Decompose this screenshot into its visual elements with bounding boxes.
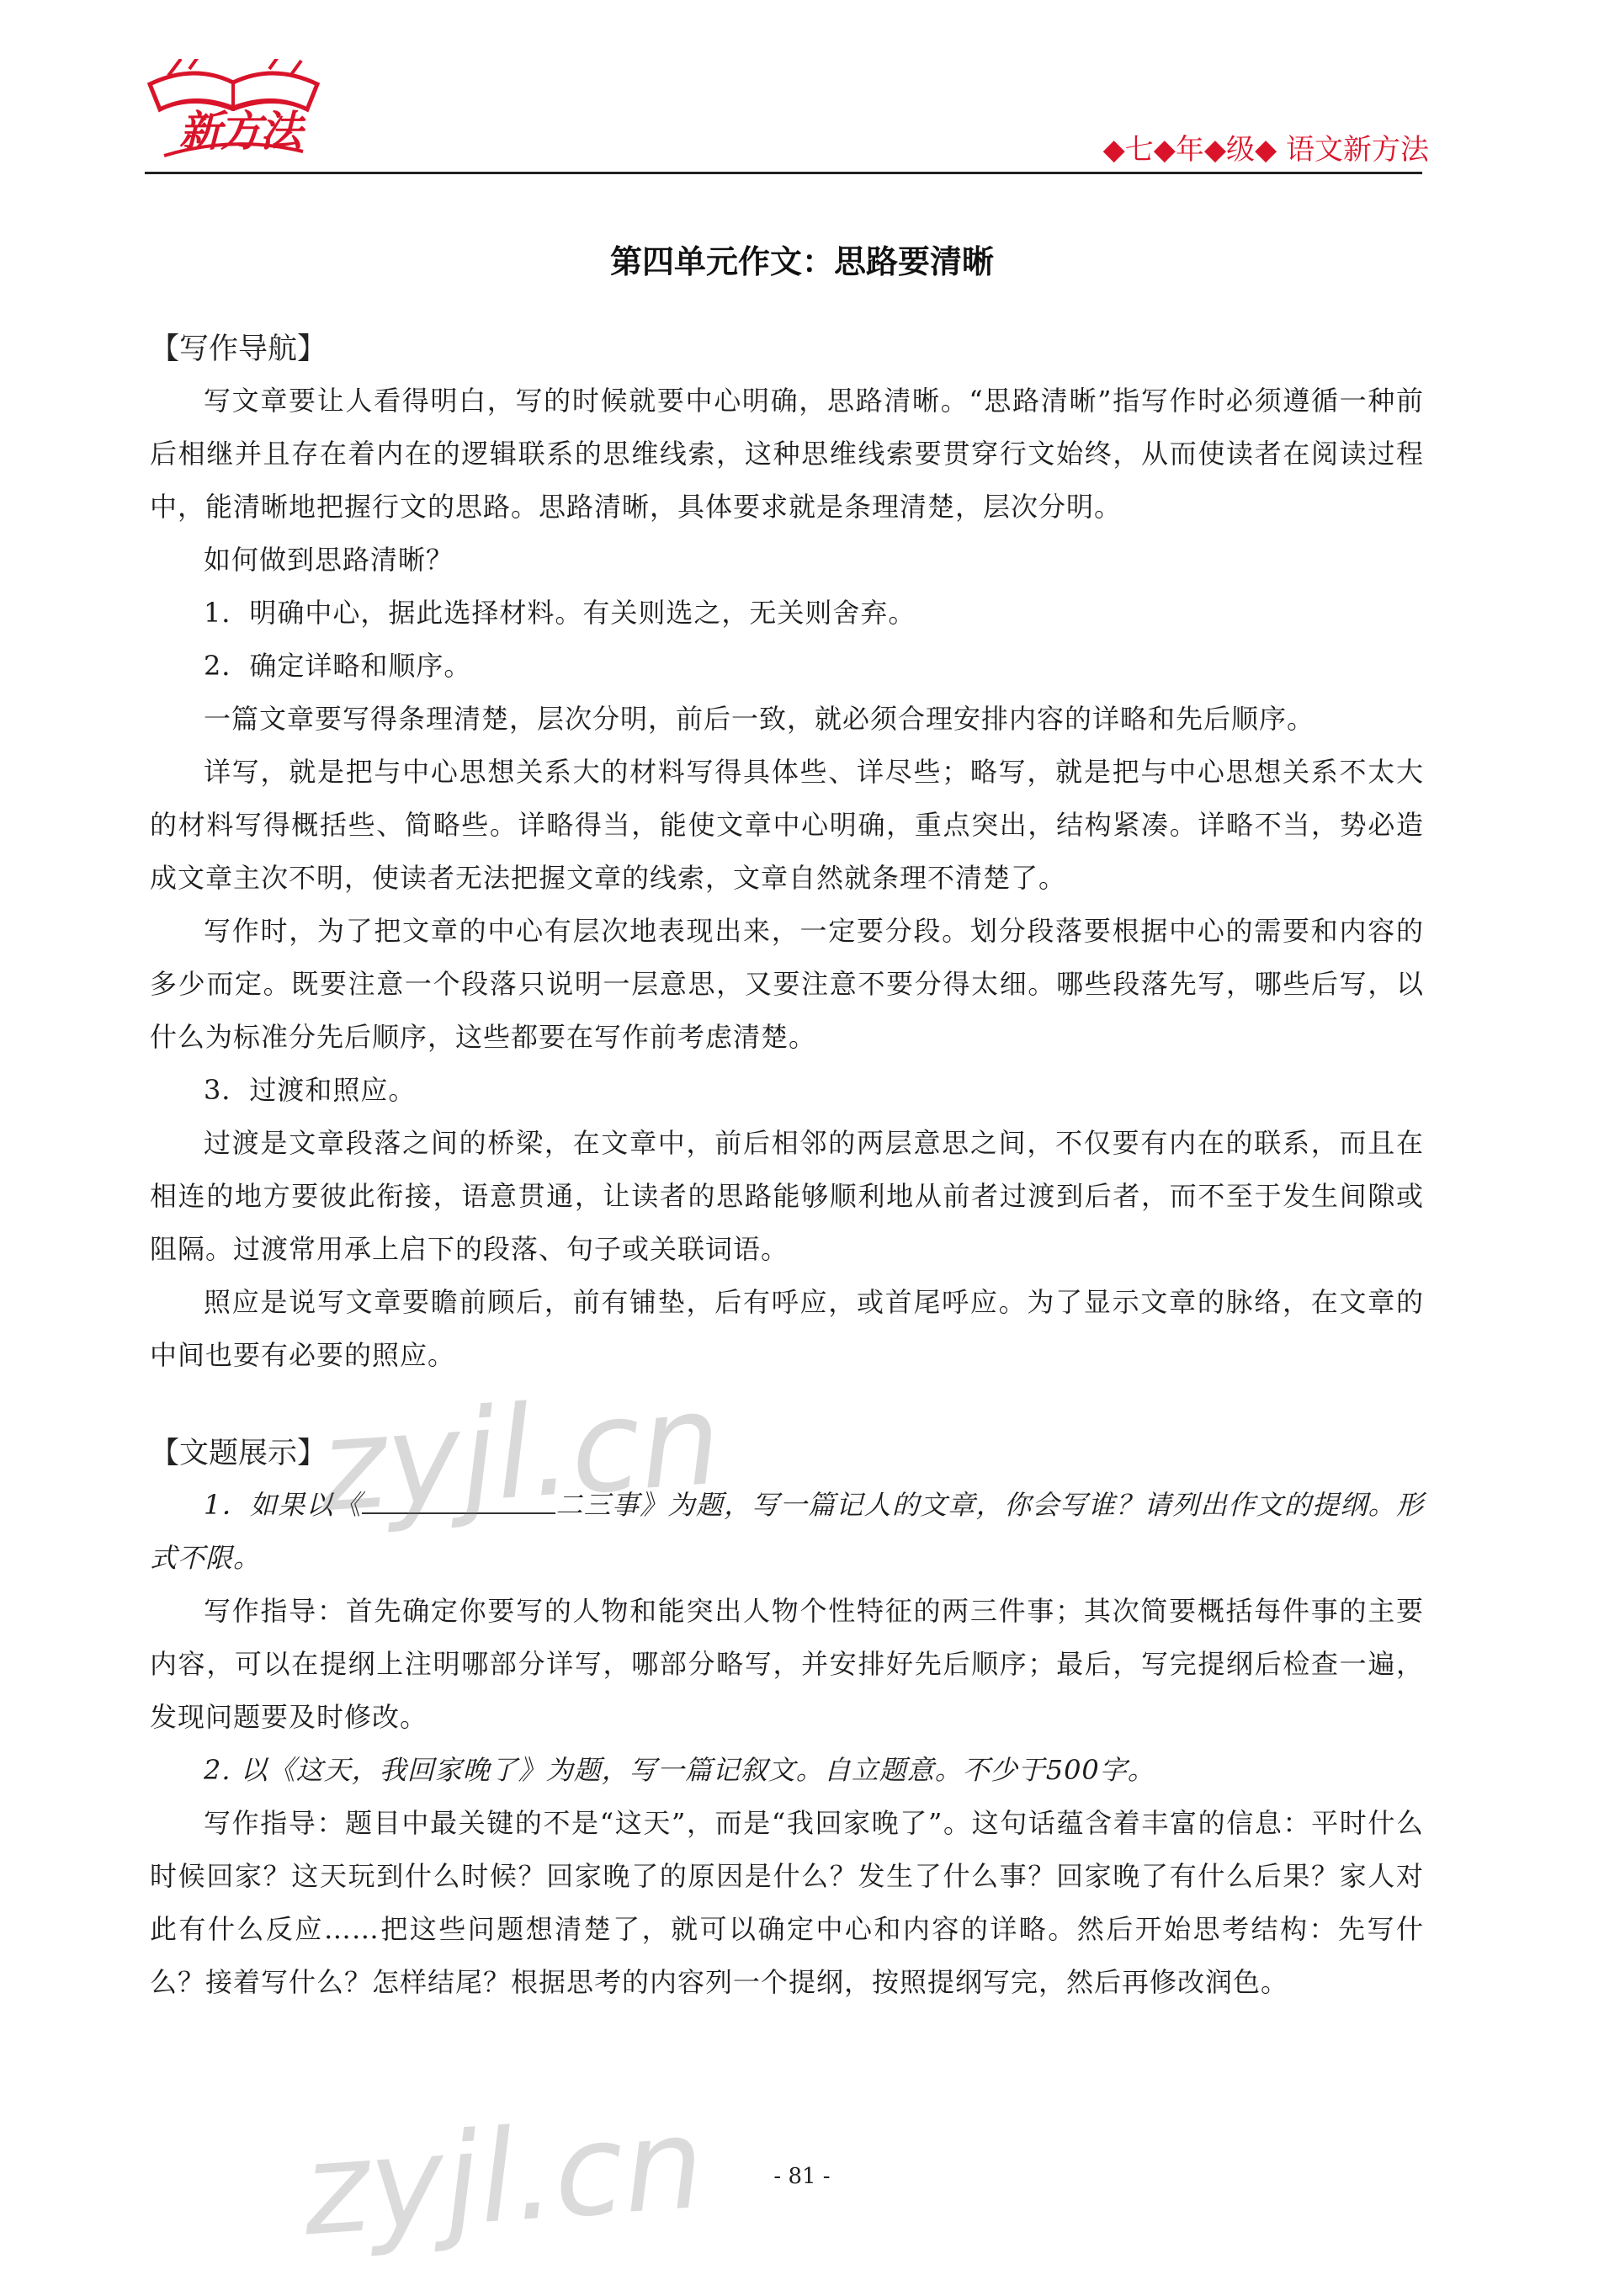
fill-in-blank: [362, 1487, 555, 1514]
writing-guide-2: 写作指导：题目中最关键的不是“这天”，而是“我回家晚了”。这句话蕴含着丰富的信息：平时什么时候回家？这天玩到什么时候？回家晚了的原因是什么？发生了什么事？回家晚了有什么后果？家人对此有什么反应……把这些问题想清楚了，就可以确定中心和内容的详略。然后开始思考结构：先写什么？接着写什么？怎样结尾？根据思考的内容列一个提纲，按照提纲写完，然后再修改润色。: [150, 1807, 1424, 1998]
paragraph: 如何做到思路清晰？: [204, 544, 454, 576]
topic-1: [150, 1479, 1424, 1585]
section-heading-guide: 【写作导航】: [150, 332, 327, 366]
paragraph: 过渡是文章段落之间的桥梁，在文章中，前后相邻的两层意思之间，不仅要有内在的联系，而且在相连的地方要彼此衔接，语意贯通，让读者的思路能够顺利地从前者过渡到后者，而不至于发生间隙或阻隔。过渡常用承上启下的段落、句子或关联词语。: [150, 1127, 1424, 1265]
paragraph: 1．明确中心，据此选择材料。有关则选之，无关则舍弃。: [204, 597, 916, 629]
paragraph: 一篇文章要写得条理清楚，层次分明，前后一致，就必须合理安排内容的详略和先后顺序。: [204, 703, 1315, 735]
topic-2: 2. 以《这天，我回家晚了》为题，写一篇记叙文。自立题意。不少于500字。: [204, 1754, 1155, 1786]
writing-guide-1: 写作指导：首先确定你要写的人物和能突出人物个性特征的两三件事；其次简要概括每件事的主要内容，可以在提纲上注明哪部分详写，哪部分略写，并安排好先后顺序；最后，写完提纲后检查一遍，发现问题要及时修改。: [150, 1595, 1424, 1733]
publisher-logo: [143, 59, 324, 168]
paragraph: 照应是说写文章要瞻前顾后，前有铺垫，后有呼应，或首尾呼应。为了显示文章的脉络，在文章的中间也要有必要的照应。: [150, 1286, 1424, 1371]
watermark: zyjl.cn: [315, 1366, 725, 1541]
paragraph: 2．确定详略和顺序。: [204, 650, 472, 682]
logo-text: 新方法: [179, 106, 300, 156]
page-number: - 81 -: [773, 2164, 831, 2189]
header-divider: [145, 172, 1422, 174]
paragraph: 写作时，为了把文章的中心有层次地表现出来，一定要分段。划分段落要根据中心的需要和内容的多少而定。既要注意一个段落只说明一层意思，又要注意不要分得太细。哪些段落先写，哪些后写，以什么为标准分先后顺序，这些都要在写作前考虑清楚。: [150, 915, 1424, 1053]
topic-1-prefix: 1．如果以《: [204, 1489, 363, 1521]
section-heading-topics: 【文题展示】: [150, 1437, 327, 1470]
paragraph: 详写，就是把与中心思想关系大的材料写得具体些、详尽些；略写，就是把与中心思想关系不太大的材料写得概括些、简略些。详略得当，能使文章中心明确，重点突出，结构紧凑。详略不当，势必造成文章主次不明，使读者无法把握文章的线索，文章自然就条理不清楚了。: [150, 756, 1424, 894]
paragraph: 3．过渡和照应。: [204, 1074, 417, 1106]
topic-1-suffix: 二三事》为题，写一篇记人的文章，你会写谁？请列出作文的提纲。形式不限。: [150, 1489, 1424, 1574]
watermark: zyjl.cn: [298, 2090, 709, 2265]
series-label: ◆七◆年◆级◆ 语文新方法: [1102, 133, 1429, 167]
article-body: [150, 324, 1424, 2009]
page-title: 第四单元作文：思路要清晰: [609, 243, 994, 280]
paragraph: 写文章要让人看得明白，写的时候就要中心明确，思路清晰。“思路清晰”指写作时必须遵循一种前后相继并且存在着内在的逻辑联系的思维线索，这种思维线索要贯穿行文始终，从而使读者在阅读过程中，能清晰地把握行文的思路。思路清晰，具体要求就是条理清楚，层次分明。: [150, 385, 1424, 523]
